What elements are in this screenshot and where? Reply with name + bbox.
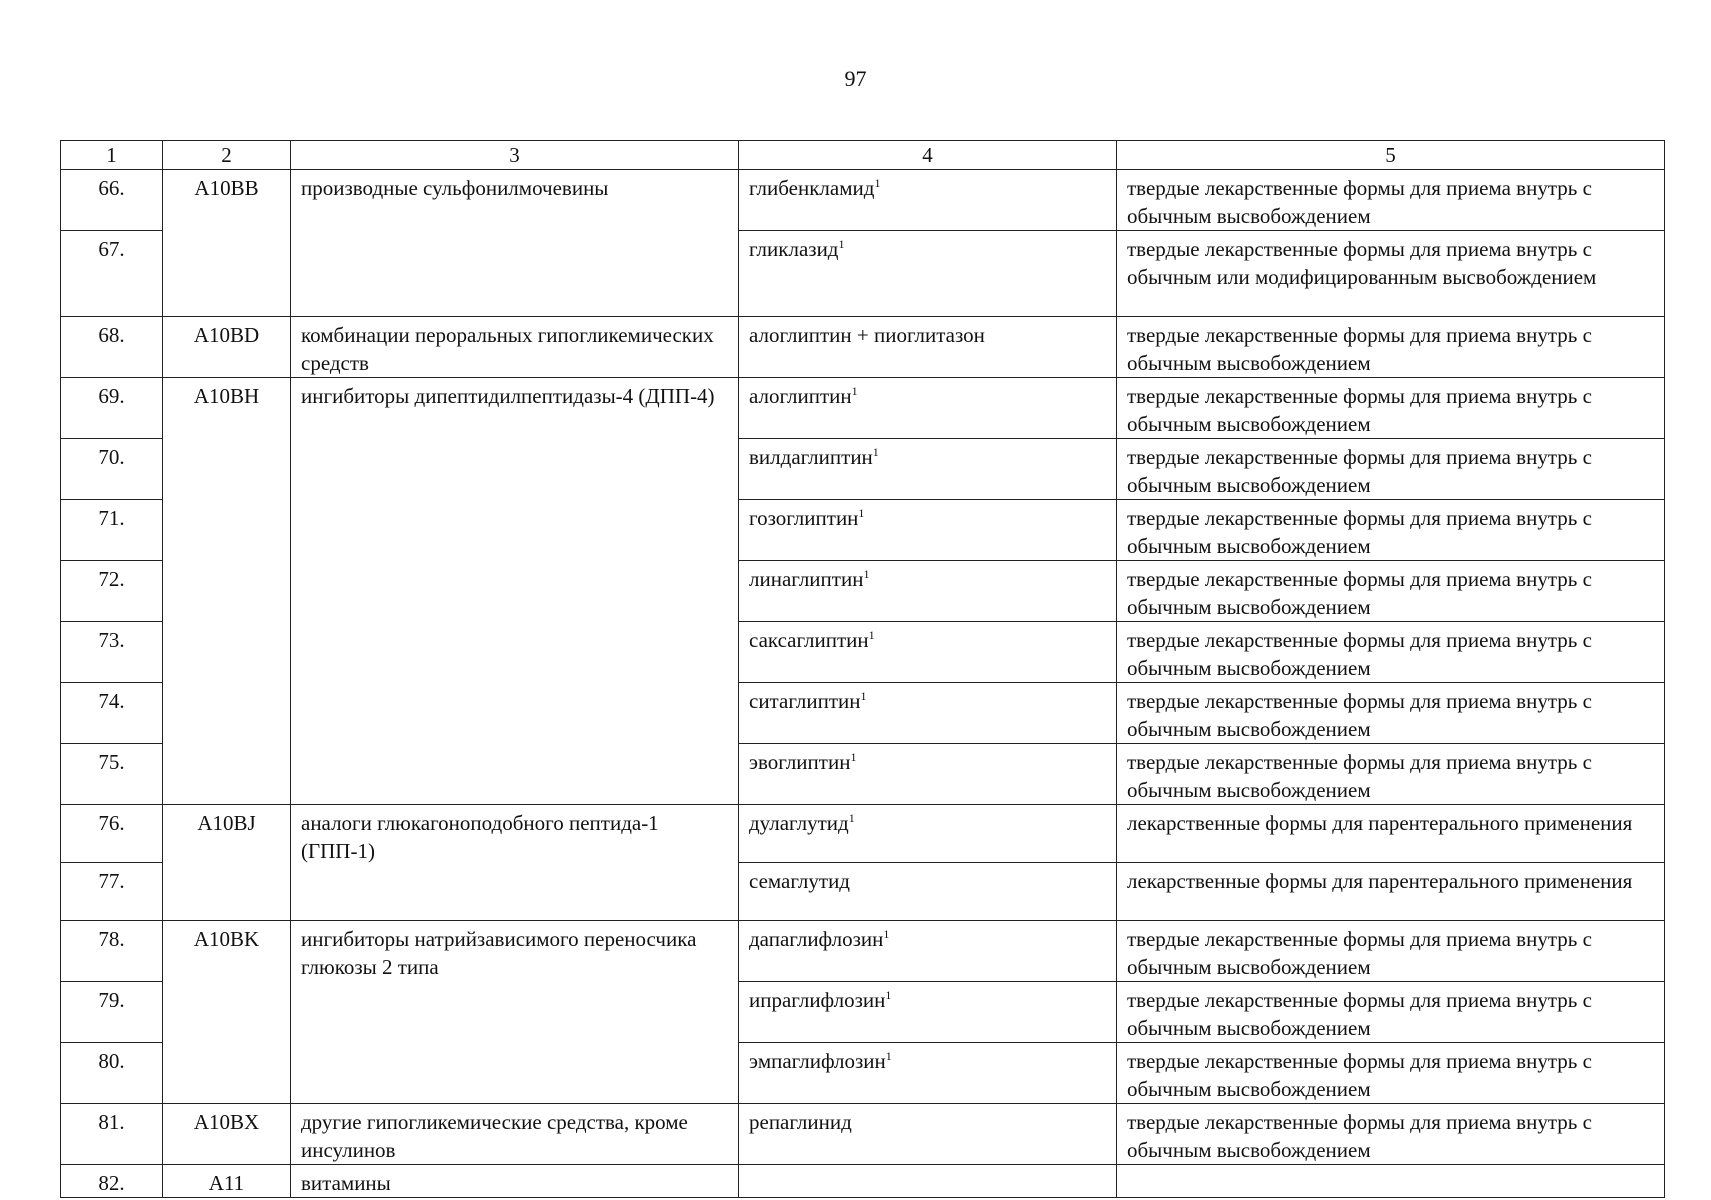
group-name: ингибиторы дипептидилпептидазы-4 (ДПП-4) bbox=[291, 378, 739, 805]
footnote-mark: 1 bbox=[858, 506, 865, 520]
table-row bbox=[61, 921, 1665, 982]
group-name: производные сульфонилмочевины bbox=[291, 170, 739, 317]
row-number: 79. bbox=[61, 982, 163, 1043]
dosage-form: твердые лекарственные формы для приема внутрь с обычным высвобождением bbox=[1117, 378, 1665, 439]
header-col-5: 5 bbox=[1117, 141, 1665, 170]
dosage-form: лекарственные формы для парентерального применения bbox=[1117, 863, 1665, 921]
dosage-form bbox=[1117, 1165, 1665, 1198]
dosage-form: твердые лекарственные формы для приема внутрь с обычным или модифицированным высвобождением bbox=[1117, 231, 1665, 317]
dosage-form: твердые лекарственные формы для приема внутрь с обычным высвобождением bbox=[1117, 921, 1665, 982]
footnote-mark: 1 bbox=[838, 237, 845, 251]
dosage-form: твердые лекарственные формы для приема внутрь с обычным высвобождением bbox=[1117, 982, 1665, 1043]
drug-name-text: репаглинид bbox=[749, 1110, 852, 1134]
drug-name-text: ипраглифлозин bbox=[749, 988, 886, 1012]
footnote-mark: 1 bbox=[863, 567, 870, 581]
drug-name-text: алоглиптин bbox=[749, 384, 852, 408]
row-number: 76. bbox=[61, 805, 163, 863]
drug-name bbox=[739, 500, 1117, 561]
drug-name-text: дулаглутид bbox=[749, 811, 849, 835]
atc-code: A10BK bbox=[163, 921, 291, 1104]
dosage-form: твердые лекарственные формы для приема внутрь с обычным высвобождением bbox=[1117, 1104, 1665, 1165]
footnote-mark: 1 bbox=[851, 384, 858, 398]
table-row bbox=[61, 170, 1665, 231]
group-name: другие гипогликемические средства, кроме инсулинов bbox=[291, 1104, 739, 1165]
group-name: витамины bbox=[291, 1165, 739, 1198]
atc-code: A10BJ bbox=[163, 805, 291, 921]
row-number: 74. bbox=[61, 683, 163, 744]
drug-name bbox=[739, 744, 1117, 805]
atc-code: A10BX bbox=[163, 1104, 291, 1165]
footnote-mark: 1 bbox=[883, 927, 890, 941]
footnote-mark: 1 bbox=[860, 689, 867, 703]
drug-name-text: ситаглиптин bbox=[749, 689, 861, 713]
dosage-form: твердые лекарственные формы для приема внутрь с обычным высвобождением bbox=[1117, 1043, 1665, 1104]
row-number: 66. bbox=[61, 170, 163, 231]
drug-name-text: эвоглиптин bbox=[749, 750, 851, 774]
drug-name bbox=[739, 921, 1117, 982]
footnote-mark: 1 bbox=[872, 445, 879, 459]
footnote-mark: 1 bbox=[874, 176, 881, 190]
row-number: 82. bbox=[61, 1165, 163, 1198]
drug-name-text: вилдаглиптин bbox=[749, 445, 873, 469]
table-row bbox=[61, 317, 1665, 378]
drug-name bbox=[739, 863, 1117, 921]
row-number: 70. bbox=[61, 439, 163, 500]
drug-name-text: гозоглиптин bbox=[749, 506, 859, 530]
drug-name bbox=[739, 622, 1117, 683]
row-number: 69. bbox=[61, 378, 163, 439]
drug-name bbox=[739, 1104, 1117, 1165]
row-number: 68. bbox=[61, 317, 163, 378]
group-name: аналоги глюкагоноподобного пептида-1 (ГПП-1) bbox=[291, 805, 739, 921]
atc-code: A10BH bbox=[163, 378, 291, 805]
atc-code: A11 bbox=[163, 1165, 291, 1198]
drug-table bbox=[60, 140, 1665, 1198]
group-name: комбинации пероральных гипогликемических средств bbox=[291, 317, 739, 378]
footnote-mark: 1 bbox=[848, 811, 855, 825]
dosage-form: твердые лекарственные формы для приема внутрь с обычным высвобождением bbox=[1117, 439, 1665, 500]
dosage-form: твердые лекарственные формы для приема внутрь с обычным высвобождением bbox=[1117, 622, 1665, 683]
dosage-form: твердые лекарственные формы для приема внутрь с обычным высвобождением bbox=[1117, 744, 1665, 805]
drug-name bbox=[739, 1043, 1117, 1104]
dosage-form: лекарственные формы для парентерального применения bbox=[1117, 805, 1665, 863]
row-number: 78. bbox=[61, 921, 163, 982]
dosage-form: твердые лекарственные формы для приема внутрь с обычным высвобождением bbox=[1117, 683, 1665, 744]
drug-name bbox=[739, 982, 1117, 1043]
drug-name bbox=[739, 561, 1117, 622]
drug-name-text: алоглиптин + пиоглитазон bbox=[749, 323, 985, 347]
table-row bbox=[61, 1165, 1665, 1198]
drug-name bbox=[739, 1165, 1117, 1198]
header-row bbox=[61, 141, 1665, 170]
drug-name-text: эмпаглифлозин bbox=[749, 1049, 886, 1073]
table-row bbox=[61, 805, 1665, 863]
footnote-mark: 1 bbox=[885, 1049, 892, 1063]
header-col-2: 2 bbox=[163, 141, 291, 170]
drug-name bbox=[739, 378, 1117, 439]
drug-name-text: дапаглифлозин bbox=[749, 927, 884, 951]
drug-name bbox=[739, 805, 1117, 863]
dosage-form: твердые лекарственные формы для приема внутрь с обычным высвобождением bbox=[1117, 500, 1665, 561]
table-row bbox=[61, 378, 1665, 439]
drug-name bbox=[739, 683, 1117, 744]
drug-name bbox=[739, 231, 1117, 317]
dosage-form: твердые лекарственные формы для приема внутрь с обычным высвобождением bbox=[1117, 317, 1665, 378]
group-name: ингибиторы натрийзависимого переносчика глюкозы 2 типа bbox=[291, 921, 739, 1104]
footnote-mark: 1 bbox=[885, 988, 892, 1002]
page-number: 97 bbox=[844, 66, 867, 91]
footnote-mark: 1 bbox=[868, 628, 875, 642]
row-number: 71. bbox=[61, 500, 163, 561]
drug-name-text: саксаглиптин bbox=[749, 628, 869, 652]
header-col-4: 4 bbox=[739, 141, 1117, 170]
dosage-form: твердые лекарственные формы для приема внутрь с обычным высвобождением bbox=[1117, 561, 1665, 622]
row-number: 77. bbox=[61, 863, 163, 921]
drug-name-text: линаглиптин bbox=[749, 567, 864, 591]
drug-name-text: гликлазид bbox=[749, 237, 839, 261]
atc-code: A10BD bbox=[163, 317, 291, 378]
atc-code: A10BB bbox=[163, 170, 291, 317]
drug-name-text: глибенкламид bbox=[749, 176, 875, 200]
dosage-form: твердые лекарственные формы для приема внутрь с обычным высвобождением bbox=[1117, 170, 1665, 231]
row-number: 73. bbox=[61, 622, 163, 683]
header-col-1: 1 bbox=[61, 141, 163, 170]
footnote-mark: 1 bbox=[850, 750, 857, 764]
row-number: 67. bbox=[61, 231, 163, 317]
drug-name bbox=[739, 170, 1117, 231]
row-number: 80. bbox=[61, 1043, 163, 1104]
row-number: 75. bbox=[61, 744, 163, 805]
drug-name bbox=[739, 317, 1117, 378]
drug-name-text: семаглутид bbox=[749, 869, 850, 893]
table-row bbox=[61, 1104, 1665, 1165]
header-col-3: 3 bbox=[291, 141, 739, 170]
drug-name bbox=[739, 439, 1117, 500]
row-number: 72. bbox=[61, 561, 163, 622]
row-number: 81. bbox=[61, 1104, 163, 1165]
